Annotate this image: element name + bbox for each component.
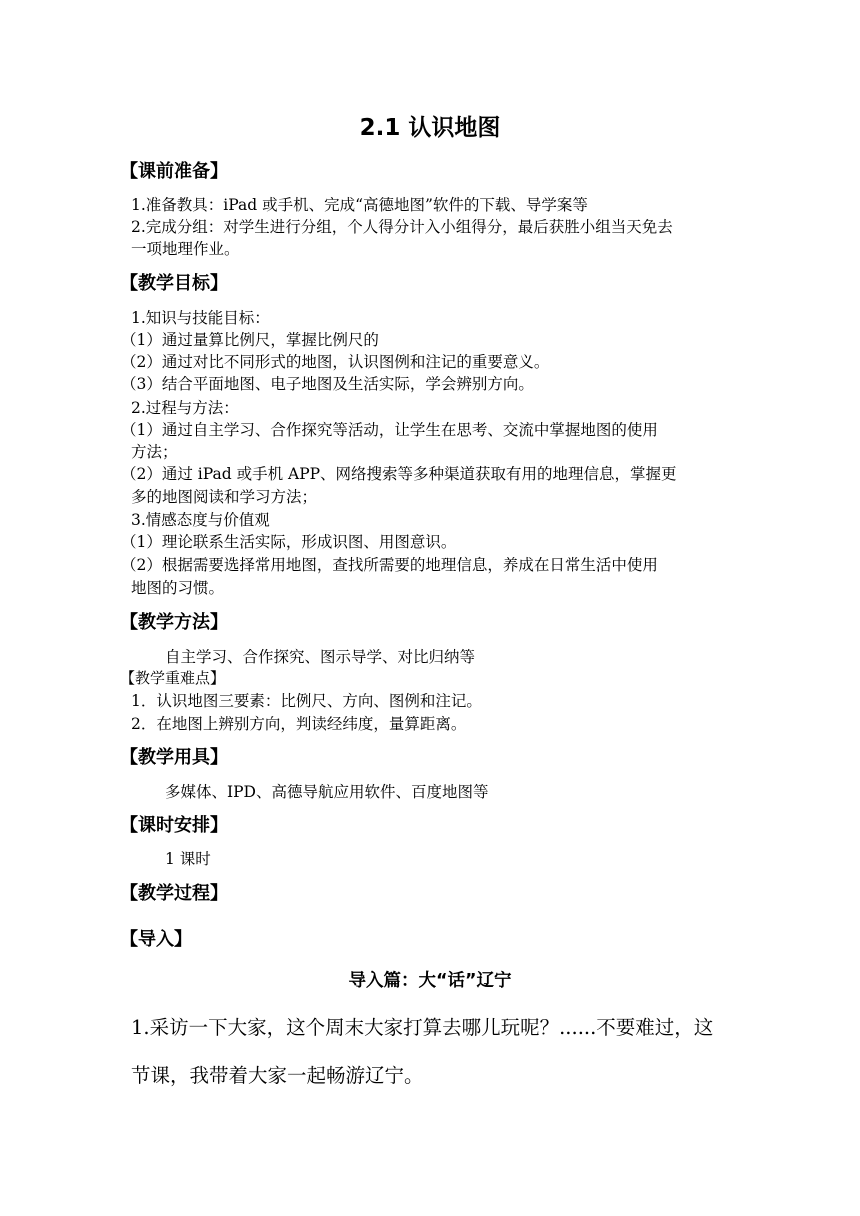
schedule-text: 1 课时 [165,850,211,868]
goals-line-2: （1）通过量算比例尺，掌握比例尺的 [121,331,379,349]
goals-line-7: 方法； [131,443,178,461]
intro-line-2: 节课，我带着大家一起畅游辽宁。 [131,1064,424,1087]
key-point-2: 2．在地图上辨别方向，判读经纬度，量算距离。 [131,715,467,733]
section-heading-tools: 【教学用具】 [120,747,228,768]
goals-line-4: （3）结合平面地图、电子地图及生活实际，学会辨别方向。 [121,375,534,393]
goals-line-6: （1）通过自主学习、合作探究等活动，让学生在思考、交流中掌握地图的使用 [121,421,658,439]
goals-line-13: 地图的习惯。 [131,579,225,597]
goals-line-1: 1.知识与技能目标： [131,309,270,327]
methods-text: 自主学习、合作探究、图示导学、对比归纳等 [165,648,476,666]
section-heading-prep: 【课前准备】 [120,161,228,182]
section-heading-methods: 【教学方法】 [120,612,228,633]
goals-line-11: （1）理论联系生活实际，形成识图、用图意识。 [121,533,457,551]
goals-line-10: 3.情感态度与价值观 [131,511,270,529]
goals-line-8: （2）通过 iPad 或手机 APP、网络搜索等多种渠道获取有用的地理信息，掌握更 [121,465,677,483]
intro-line-1: 1.采访一下大家，这个周末大家打算去哪儿玩呢？......不要难过，这 [131,1016,714,1039]
prep-line-1: 1.准备教具：iPad 或手机、完成“高德地图”软件的下载、导学案等 [131,196,588,214]
goals-line-3: （2）通过对比不同形式的地图，认识图例和注记的重要意义。 [121,353,550,371]
goals-line-5: 2.过程与方法： [131,399,239,417]
goals-line-9: 多的地图阅读和学习方法； [131,488,318,506]
tools-text: 多媒体、IPD、高德导航应用软件、百度地图等 [165,783,489,801]
page-title: 2.1 认识地图 [359,115,501,141]
prep-line-2: 2.完成分组：对学生进行分组，个人得分计入小组得分，最后获胜小组当天免去 [131,218,673,236]
section-heading-intro: 【导入】 [120,929,192,950]
goals-line-12: （2）根据需要选择常用地图，查找所需要的地理信息，养成在日常生活中使用 [121,556,658,574]
prep-line-3: 一项地理作业。 [131,240,240,258]
key-point-1: 1．认识地图三要素：比例尺、方向、图例和注记。 [131,692,482,710]
section-heading-process: 【教学过程】 [120,883,228,904]
section-heading-goals: 【教学目标】 [120,273,228,294]
section-heading-key-points: 【教学重难点】 [120,669,226,687]
intro-subtitle: 导入篇：大“话”辽宁 [348,971,512,991]
section-heading-schedule: 【课时安排】 [120,815,228,836]
